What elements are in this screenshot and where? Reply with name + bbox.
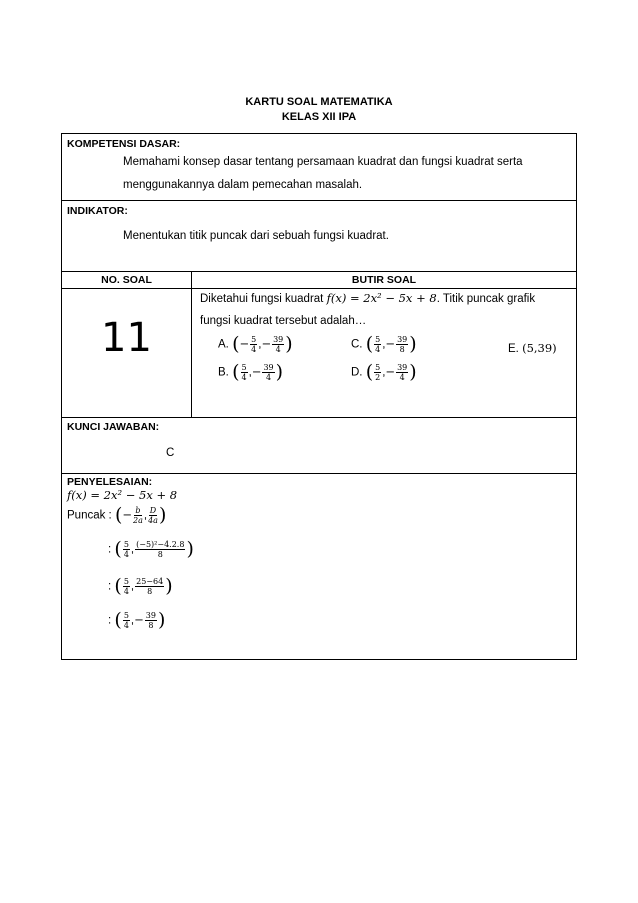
solution-step-3: : ( $\frac{5}{4}$ ,− $\frac{39}{8}$ ) bbox=[108, 609, 166, 631]
col-no-soal: NO. SOAL bbox=[101, 274, 152, 286]
option-a-label: A. bbox=[218, 338, 229, 351]
solution-step-2: : ( $\frac{5}{4}$ , $\frac{25-64}{8}$ ) bbox=[108, 575, 173, 597]
kunci-label: KUNCI JAWABAN: bbox=[67, 421, 160, 433]
kompetensi-section bbox=[61, 133, 577, 201]
question-number: 11 bbox=[101, 315, 152, 361]
indikator-label: INDIKATOR: bbox=[67, 205, 128, 217]
solution-puncak: Puncak : (− $\frac{b}{2a}$ , $\frac{D}{4a}$ ) bbox=[67, 504, 167, 526]
stem-prefix: Diketahui fungsi kuadrat bbox=[200, 293, 324, 305]
option-c-label: C. bbox=[351, 338, 363, 351]
option-e-value: (5,39) bbox=[522, 341, 557, 355]
card-title bbox=[0, 95, 638, 125]
kompetensi-text-2: menggunakannya dalam pemecahan masalah. bbox=[123, 179, 363, 191]
option-b-label: B. bbox=[218, 366, 229, 379]
option-a: A. (− $\frac{5}{4}$ ,− $\frac{39}{4}$ ) bbox=[218, 333, 293, 355]
solution-function: f(x) = 2x² − 5x + 8 bbox=[67, 488, 178, 502]
penyelesaian-section bbox=[61, 473, 577, 660]
indikator-section bbox=[61, 200, 577, 272]
kompetensi-label: KOMPETENSI DASAR: bbox=[67, 138, 181, 150]
option-e-label: E. bbox=[508, 343, 519, 355]
puncak-label: Puncak : bbox=[67, 509, 112, 522]
kunci-section bbox=[61, 417, 577, 474]
solution-step-1: : ( $\frac{5}{4}$ , $\frac{\text{(−5)²−4.2.8}}{8}$ ) bbox=[108, 538, 194, 560]
option-b: B. ( $\frac{5}{4}$ ,− $\frac{39}{4}$ ) bbox=[218, 361, 284, 383]
option-e bbox=[508, 341, 557, 355]
column-divider bbox=[191, 271, 192, 417]
option-d: D. ( $\frac{5}{2}$ ,− $\frac{39}{4}$ ) bbox=[351, 361, 417, 383]
kompetensi-text-1: Memahami konsep dasar tentang persamaan kuadrat dan fungsi kuadrat serta bbox=[123, 156, 523, 168]
col-butir-soal: BUTIR SOAL bbox=[351, 274, 417, 286]
title-line-2: KELAS XII IPA bbox=[281, 111, 357, 123]
option-d-label: D. bbox=[351, 366, 363, 379]
soal-table bbox=[61, 271, 577, 418]
title-line-1: KARTU SOAL MATEMATIKA bbox=[245, 96, 393, 108]
indikator-text: Menentukan titik puncak dari sebuah fungsi kuadrat. bbox=[123, 230, 389, 242]
kunci-answer: C bbox=[166, 447, 175, 459]
penyelesaian-label: PENYELESAIAN: bbox=[67, 476, 153, 488]
stem-formula: f(x) = 2x² − 5x + 8 bbox=[326, 291, 437, 305]
question-stem-line1 bbox=[200, 291, 535, 305]
stem-suffix: . Titik puncak grafik bbox=[436, 293, 536, 305]
question-stem-line2: fungsi kuadrat tersebut adalah… bbox=[200, 315, 367, 327]
option-c: C. ( $\frac{5}{4}$ ,− $\frac{39}{8}$ ) bbox=[351, 333, 417, 355]
